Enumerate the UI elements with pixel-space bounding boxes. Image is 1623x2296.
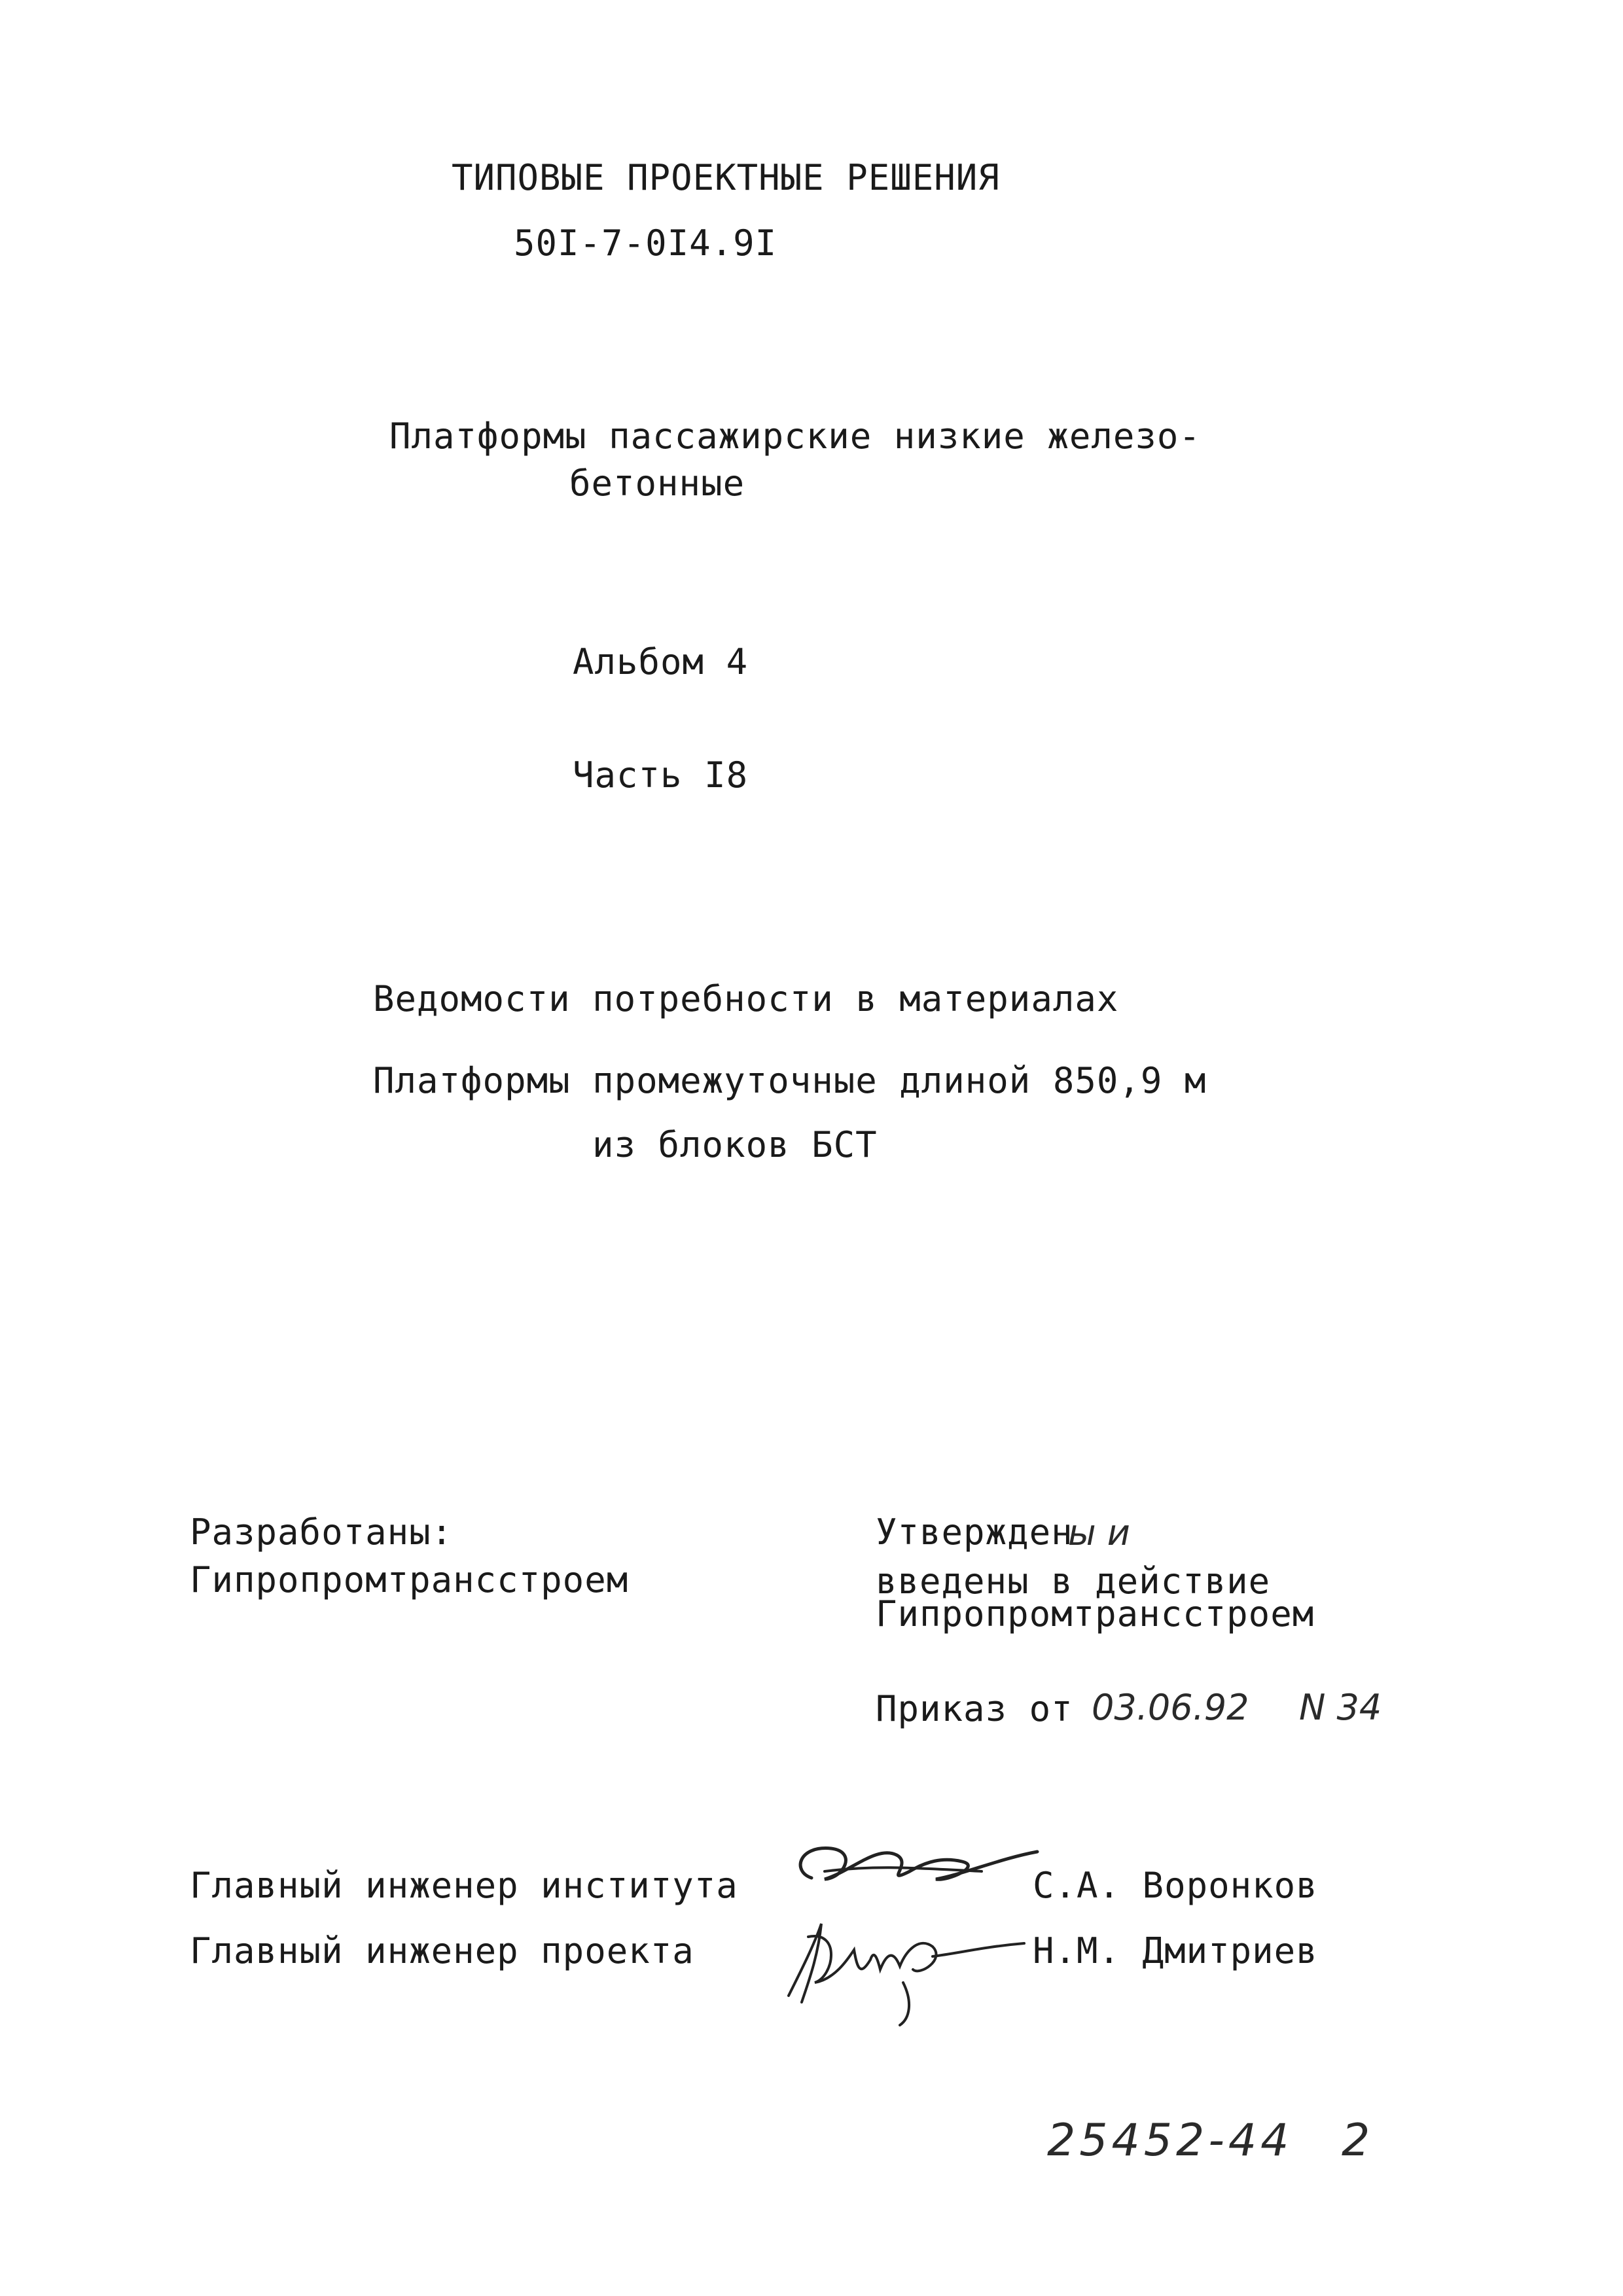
approved-org: Гипропромтрансстроем xyxy=(876,1593,1315,1634)
page-number: 2 xyxy=(1342,2115,1370,2166)
content-title: Ведомости потребности в материалах xyxy=(373,978,1119,1019)
approved-label-handwritten: ы и xyxy=(1068,1512,1130,1553)
document-number: 25452-44 xyxy=(1047,2115,1293,2166)
order-date: 03.06.92 xyxy=(1092,1687,1249,1728)
chief-project-name: Н.М. Дмитриев xyxy=(1033,1930,1318,1971)
approved-label: Утвержден xyxy=(876,1511,1073,1553)
series-code: 50I-7-0I4.9I xyxy=(514,222,777,264)
series-title: ТИПОВЫЕ ПРОЕКТНЫЕ РЕШЕНИЯ xyxy=(452,157,1000,198)
part-label: Часть I8 xyxy=(573,754,749,796)
approved-line-2: введены в действие xyxy=(876,1561,1271,1602)
subject-line-1: Платформы пассажирские низкие железо- xyxy=(389,415,1201,457)
subject-line-2: бетонные xyxy=(569,463,745,504)
content-subtitle-1: Платформы промежуточные длиной 850,9 м xyxy=(373,1060,1207,1101)
chief-institute-title: Главный инженер института xyxy=(190,1865,738,1906)
album-label: Альбом 4 xyxy=(573,641,749,682)
signature-dmitriev xyxy=(762,1898,1037,2028)
order-label: Приказ от xyxy=(876,1688,1073,1729)
developed-org: Гипропромтрансстроем xyxy=(190,1559,629,1600)
order-number: N 34 xyxy=(1299,1687,1382,1728)
chief-institute-name: С.А. Воронков xyxy=(1033,1865,1318,1906)
chief-project-title: Главный инженер проекта xyxy=(190,1930,694,1971)
signature-voronkov xyxy=(785,1832,1047,1904)
developed-label: Разработаны: xyxy=(190,1511,454,1553)
content-subtitle-2: из блоков БСТ xyxy=(592,1124,878,1165)
